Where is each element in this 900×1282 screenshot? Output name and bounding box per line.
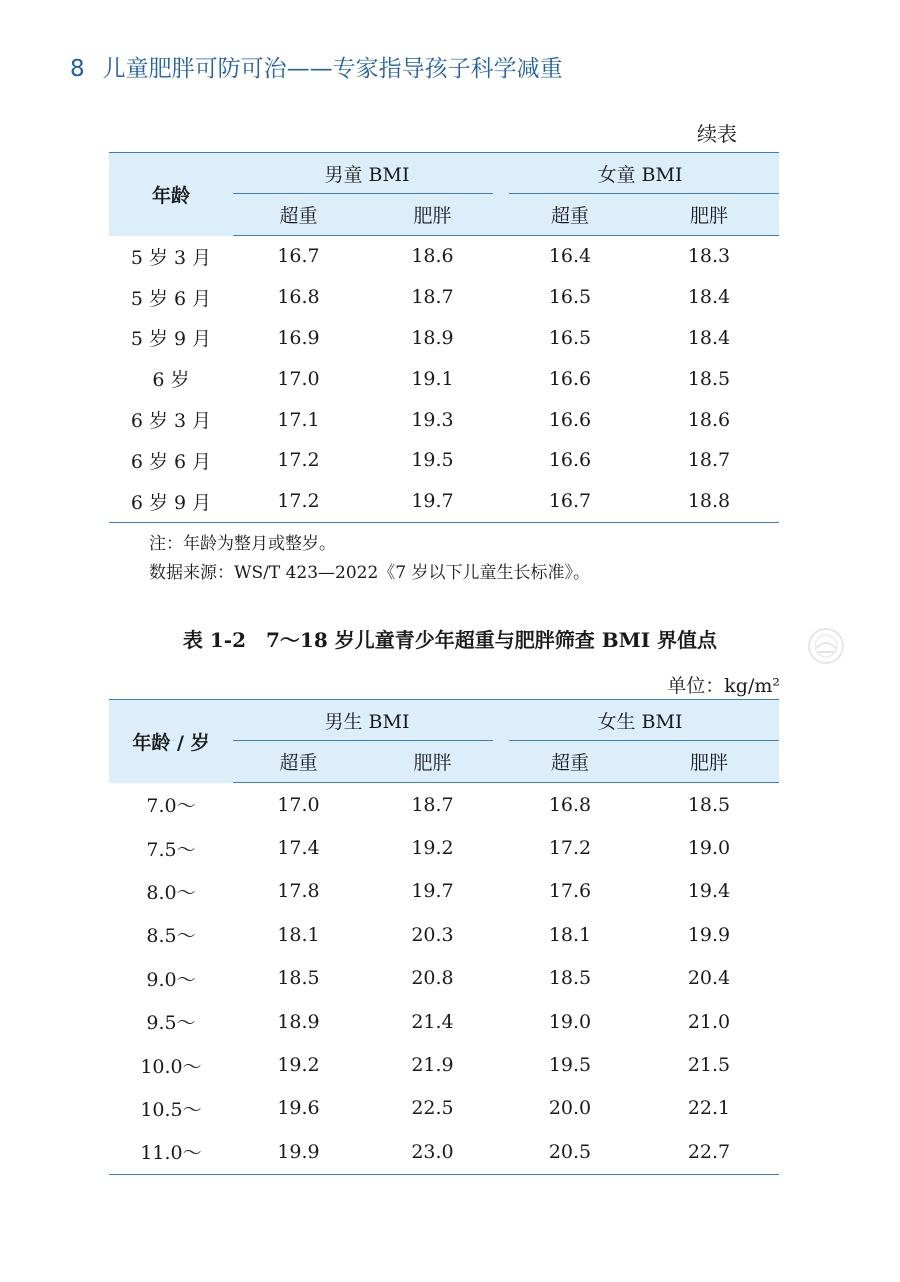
boy-overweight-cell: 17.0 [277, 793, 320, 816]
table-row [109, 440, 779, 481]
boy-overweight-cell: 16.7 [277, 245, 320, 268]
girl-overweight-cell: 16.7 [501, 481, 639, 522]
girl-obese-cell: 18.7 [687, 449, 731, 472]
boy-obese-header: 肥胖 [364, 741, 501, 783]
girl-obese-cell: 21.5 [687, 1054, 731, 1077]
table-row [109, 1130, 779, 1174]
girl-obese-cell: 18.5 [687, 367, 731, 390]
table-row [109, 481, 779, 522]
girl-overweight-cell: 16.5 [548, 326, 592, 349]
unit-label: 单位：kg/m² [667, 675, 780, 697]
boy-overweight-cell: 17.2 [233, 481, 364, 522]
table-row [109, 957, 779, 1000]
age-cell: 5 岁 6 月 [130, 287, 212, 310]
boy-obese-cell: 22.5 [411, 1097, 454, 1120]
age-cell: 7.0～ [146, 794, 196, 817]
girl-obese-cell: 18.6 [687, 408, 731, 431]
girl-obese-cell: 18.3 [687, 245, 731, 268]
boy-overweight-cell: 19.9 [233, 1130, 364, 1174]
age-note: 注：年龄为整月或整岁。 [149, 534, 336, 554]
girl-overweight-cell: 16.8 [548, 793, 592, 816]
girl-obese-cell: 19.9 [687, 923, 731, 946]
boy-overweight-cell: 17.1 [277, 408, 320, 431]
girl-obese-cell: 20.4 [687, 967, 731, 990]
girl-obese-cell: 22.7 [639, 1130, 779, 1174]
boy-obese-cell: 23.0 [364, 1130, 501, 1174]
book-title: 儿童肥胖可防可治——专家指导孩子科学减重 [102, 56, 563, 82]
table-body [109, 236, 779, 523]
table-row [109, 399, 779, 440]
girl-overweight-cell: 20.5 [501, 1130, 639, 1174]
table-caption: 表 1-2 7～18 岁儿童青少年超重与肥胖筛查 BMI 界值点 [182, 628, 718, 652]
page-number: 8 [70, 56, 85, 82]
boy-overweight-cell: 18.9 [277, 1010, 320, 1033]
age-cell: 10.0～ [140, 1055, 202, 1078]
girl-overweight-cell: 18.5 [548, 967, 592, 990]
boy-obese-cell: 18.6 [411, 245, 454, 268]
girl-overweight-header: 超重 [501, 194, 639, 236]
table-row [109, 1043, 779, 1086]
boy-overweight-cell: 18.5 [277, 967, 320, 990]
boy-obese-cell: 21.9 [411, 1054, 454, 1077]
boy-overweight-cell: 19.2 [277, 1054, 320, 1077]
publisher-logo-icon [806, 626, 846, 666]
table-notes [149, 530, 590, 588]
table-row [109, 913, 779, 956]
table-body [109, 783, 779, 1175]
boy-bmi-header: 男童 BMI [233, 153, 501, 195]
data-source: 数据来源：WS/T 423—2022《7 岁以下儿童生长标准》。 [149, 563, 591, 583]
table-row [109, 318, 779, 359]
boy-obese-cell: 19.2 [411, 837, 454, 860]
girl-overweight-cell: 16.5 [548, 286, 592, 309]
girl-overweight-cell: 16.4 [548, 245, 592, 268]
girl-obese-cell: 18.5 [687, 793, 731, 816]
girl-overweight-cell: 19.5 [548, 1054, 592, 1077]
boy-overweight-cell: 17.8 [277, 880, 320, 903]
age-cell: 8.0～ [146, 881, 196, 904]
girl-obese-cell: 21.0 [687, 1010, 731, 1033]
boy-overweight-cell: 17.4 [277, 837, 320, 860]
boy-obese-cell: 19.5 [411, 449, 454, 472]
boy-obese-cell: 19.7 [411, 880, 454, 903]
boy-obese-cell: 18.7 [411, 793, 454, 816]
table-row [109, 826, 779, 869]
girl-overweight-header: 超重 [501, 741, 639, 783]
boy-overweight-header: 超重 [233, 741, 364, 783]
boy-overweight-cell: 17.2 [277, 449, 320, 472]
boy-obese-cell: 19.7 [364, 481, 501, 522]
age-cell: 7.5～ [146, 838, 196, 861]
boy-obese-cell: 18.7 [411, 286, 454, 309]
boy-overweight-cell: 16.9 [277, 326, 320, 349]
table-row [109, 236, 779, 277]
girl-overweight-cell: 18.1 [548, 923, 592, 946]
age-cell: 5 岁 9 月 [130, 328, 212, 351]
table-row [109, 277, 779, 318]
girl-obese-cell: 19.0 [687, 837, 731, 860]
bmi-table-7-18 [109, 699, 779, 1175]
boy-obese-cell: 19.3 [411, 408, 454, 431]
age-header: 年龄 / 岁 [109, 700, 233, 783]
girl-obese-cell: 18.4 [687, 286, 731, 309]
boy-overweight-cell: 17.0 [277, 367, 320, 390]
girl-overweight-cell: 16.6 [548, 367, 592, 390]
table-row [109, 358, 779, 399]
age-cell: 8.5～ [146, 925, 196, 948]
age-header: 年龄 [109, 153, 233, 236]
girl-bmi-header: 女童 BMI [501, 153, 779, 195]
age-cell: 10.5～ [140, 1098, 202, 1121]
age-cell: 6 岁 [152, 369, 190, 392]
girl-obese-header: 肥胖 [639, 194, 779, 236]
girl-overweight-cell: 20.0 [548, 1097, 592, 1120]
girl-overweight-cell: 19.0 [548, 1010, 592, 1033]
table-row [109, 870, 779, 913]
girl-obese-cell: 18.8 [639, 481, 779, 522]
girl-bmi-header: 女生 BMI [501, 700, 779, 742]
boy-overweight-cell: 16.8 [277, 286, 320, 309]
boy-obese-header: 肥胖 [364, 194, 501, 236]
boy-overweight-cell: 19.6 [277, 1097, 320, 1120]
boy-obese-cell: 20.8 [411, 967, 454, 990]
boy-bmi-header: 男生 BMI [233, 700, 501, 742]
age-cell: 9.5～ [146, 1012, 196, 1035]
continuation-label: 续表 [697, 122, 737, 146]
bmi-table-continued [109, 152, 779, 523]
boy-obese-cell: 18.9 [411, 326, 454, 349]
age-cell: 5 岁 3 月 [130, 246, 212, 269]
age-cell: 6 岁 6 月 [130, 450, 212, 473]
girl-overweight-cell: 17.2 [548, 837, 592, 860]
boy-obese-cell: 19.1 [411, 367, 454, 390]
table-row [109, 783, 779, 827]
age-cell: 6 岁 9 月 [109, 481, 233, 522]
girl-overweight-cell: 17.6 [548, 880, 592, 903]
boy-overweight-header: 超重 [233, 194, 364, 236]
girl-obese-cell: 22.1 [687, 1097, 731, 1120]
boy-overweight-cell: 18.1 [277, 923, 320, 946]
girl-overweight-cell: 16.6 [548, 449, 592, 472]
age-cell: 9.0～ [146, 968, 196, 991]
age-cell: 11.0～ [109, 1130, 233, 1174]
boy-obese-cell: 20.3 [411, 923, 454, 946]
table-row [109, 1087, 779, 1130]
boy-obese-cell: 21.4 [411, 1010, 454, 1033]
table-row [109, 1000, 779, 1043]
girl-obese-header: 肥胖 [639, 741, 779, 783]
girl-overweight-cell: 16.6 [548, 408, 592, 431]
age-cell: 6 岁 3 月 [130, 410, 212, 433]
girl-obese-cell: 18.4 [687, 326, 731, 349]
girl-obese-cell: 19.4 [687, 880, 731, 903]
running-head [70, 50, 563, 83]
